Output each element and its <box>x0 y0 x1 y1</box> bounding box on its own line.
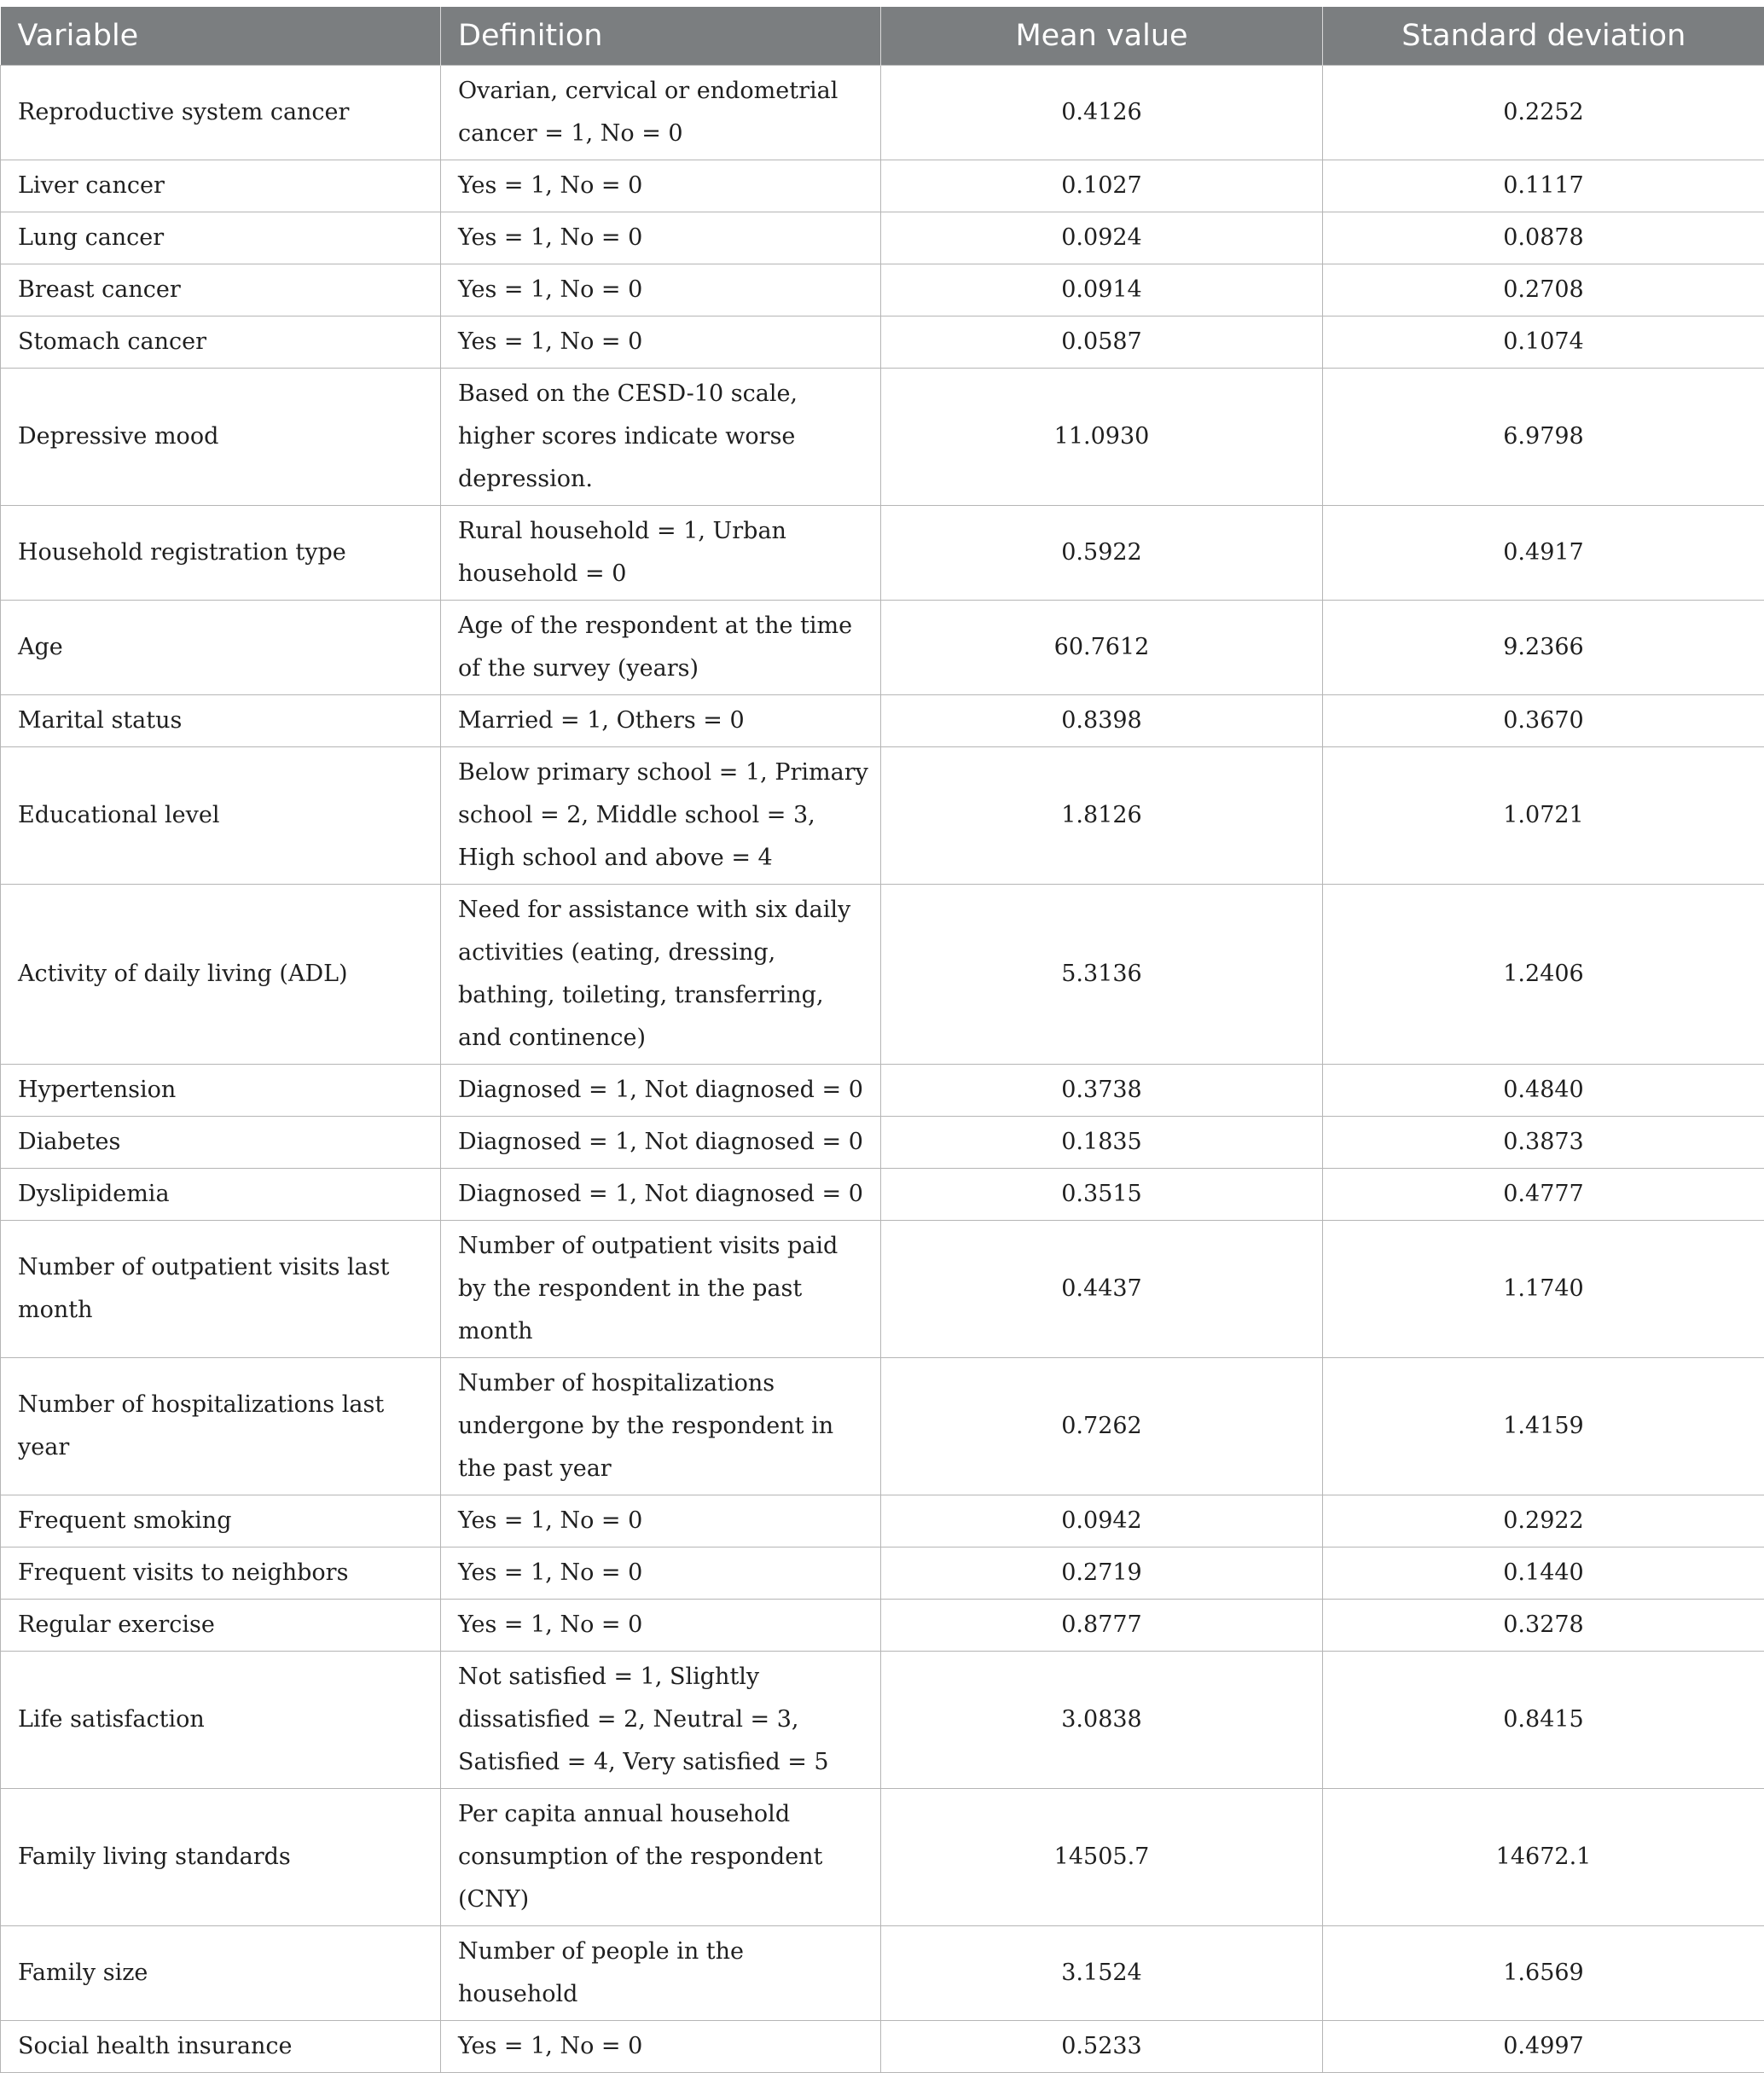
table-row <box>1 1926 1764 2021</box>
cell-standard-deviation: 6.9798 <box>1323 369 1764 506</box>
cell-mean-value: 14505.7 <box>881 1789 1323 1926</box>
cell-mean-value: 0.2719 <box>881 1547 1323 1600</box>
table-row <box>1 885 1764 1065</box>
table-row <box>1 506 1764 601</box>
cell-definition: Number of people in the household <box>441 1926 881 2021</box>
cell-mean-value: 0.1835 <box>881 1117 1323 1169</box>
cell-variable: Diabetes <box>1 1117 441 1169</box>
table-row <box>1 601 1764 695</box>
cell-standard-deviation: 0.4840 <box>1323 1065 1764 1117</box>
cell-definition: Below primary school = 1, Primary school = 2, Middle school = 3, High school and above = 4 <box>441 747 881 885</box>
cell-variable: Household registration type <box>1 506 441 601</box>
cell-mean-value: 0.7262 <box>881 1358 1323 1495</box>
table-row <box>1 1221 1764 1358</box>
cell-variable: Marital status <box>1 695 441 747</box>
cell-standard-deviation: 9.2366 <box>1323 601 1764 695</box>
cell-definition: Based on the CESD-10 scale, higher scores indicate worse depression. <box>441 369 881 506</box>
cell-mean-value: 5.3136 <box>881 885 1323 1065</box>
cell-mean-value: 0.5922 <box>881 506 1323 601</box>
table-row <box>1 1117 1764 1169</box>
cell-standard-deviation: 0.2252 <box>1323 66 1764 160</box>
cell-variable: Social health insurance <box>1 2021 441 2073</box>
cell-standard-deviation: 0.1117 <box>1323 160 1764 212</box>
cell-variable: Frequent smoking <box>1 1495 441 1547</box>
cell-variable: Stomach cancer <box>1 316 441 369</box>
cell-standard-deviation: 0.1440 <box>1323 1547 1764 1600</box>
cell-definition: Yes = 1, No = 0 <box>441 160 881 212</box>
cell-mean-value: 0.3515 <box>881 1169 1323 1221</box>
cell-definition: Yes = 1, No = 0 <box>441 1495 881 1547</box>
cell-variable: Regular exercise <box>1 1600 441 1652</box>
table-row <box>1 747 1764 885</box>
cell-definition: Yes = 1, No = 0 <box>441 212 881 264</box>
table-row <box>1 1065 1764 1117</box>
table-row <box>1 212 1764 264</box>
cell-mean-value: 0.3738 <box>881 1065 1323 1117</box>
cell-variable: Number of outpatient visits last month <box>1 1221 441 1358</box>
cell-variable: Family living standards <box>1 1789 441 1926</box>
cell-variable: Educational level <box>1 747 441 885</box>
cell-standard-deviation: 0.3873 <box>1323 1117 1764 1169</box>
cell-mean-value: 11.0930 <box>881 369 1323 506</box>
table-row <box>1 1547 1764 1600</box>
table-row <box>1 1652 1764 1789</box>
cell-mean-value: 0.5233 <box>881 2021 1323 2073</box>
cell-standard-deviation: 1.6569 <box>1323 1926 1764 2021</box>
cell-mean-value: 0.4437 <box>881 1221 1323 1358</box>
table-row <box>1 695 1764 747</box>
variable-table-container <box>0 7 1764 2073</box>
cell-definition: Per capita annual household consumption of the respondent (CNY) <box>441 1789 881 1926</box>
cell-standard-deviation: 1.4159 <box>1323 1358 1764 1495</box>
cell-mean-value: 0.0924 <box>881 212 1323 264</box>
header-row <box>1 7 1764 66</box>
table-row <box>1 66 1764 160</box>
cell-mean-value: 0.0587 <box>881 316 1323 369</box>
table-row <box>1 1789 1764 1926</box>
cell-definition: Diagnosed = 1, Not diagnosed = 0 <box>441 1065 881 1117</box>
cell-mean-value: 0.8398 <box>881 695 1323 747</box>
cell-variable: Activity of daily living (ADL) <box>1 885 441 1065</box>
cell-mean-value: 3.0838 <box>881 1652 1323 1789</box>
cell-definition: Diagnosed = 1, Not diagnosed = 0 <box>441 1169 881 1221</box>
cell-mean-value: 3.1524 <box>881 1926 1323 2021</box>
header-mean-value: Mean value <box>881 7 1323 66</box>
table-row <box>1 2021 1764 2073</box>
cell-variable: Hypertension <box>1 1065 441 1117</box>
cell-variable: Family size <box>1 1926 441 2021</box>
table-row <box>1 264 1764 316</box>
cell-standard-deviation: 0.1074 <box>1323 316 1764 369</box>
cell-definition: Married = 1, Others = 0 <box>441 695 881 747</box>
cell-mean-value: 60.7612 <box>881 601 1323 695</box>
cell-standard-deviation: 0.2708 <box>1323 264 1764 316</box>
cell-definition: Not satisfied = 1, Slightly dissatisfied = 2, Neutral = 3, Satisfied = 4, Very satisfied = 5 <box>441 1652 881 1789</box>
cell-variable: Depressive mood <box>1 369 441 506</box>
cell-definition: Yes = 1, No = 0 <box>441 1600 881 1652</box>
cell-standard-deviation: 0.0878 <box>1323 212 1764 264</box>
cell-standard-deviation: 0.3278 <box>1323 1600 1764 1652</box>
cell-variable: Breast cancer <box>1 264 441 316</box>
table-row <box>1 369 1764 506</box>
table-body <box>1 66 1764 2073</box>
cell-definition: Yes = 1, No = 0 <box>441 1547 881 1600</box>
cell-variable: Age <box>1 601 441 695</box>
table-row <box>1 1169 1764 1221</box>
table-row <box>1 160 1764 212</box>
table-row <box>1 1495 1764 1547</box>
cell-definition: Yes = 1, No = 0 <box>441 316 881 369</box>
cell-mean-value: 0.0942 <box>881 1495 1323 1547</box>
cell-standard-deviation: 14672.1 <box>1323 1789 1764 1926</box>
cell-variable: Dyslipidemia <box>1 1169 441 1221</box>
cell-definition: Ovarian, cervical or endometrial cancer = 1, No = 0 <box>441 66 881 160</box>
cell-standard-deviation: 1.0721 <box>1323 747 1764 885</box>
cell-variable: Liver cancer <box>1 160 441 212</box>
cell-standard-deviation: 1.2406 <box>1323 885 1764 1065</box>
cell-variable: Lung cancer <box>1 212 441 264</box>
cell-definition: Diagnosed = 1, Not diagnosed = 0 <box>441 1117 881 1169</box>
cell-standard-deviation: 0.4997 <box>1323 2021 1764 2073</box>
cell-definition: Number of outpatient visits paid by the respondent in the past month <box>441 1221 881 1358</box>
cell-standard-deviation: 0.4777 <box>1323 1169 1764 1221</box>
cell-variable: Reproductive system cancer <box>1 66 441 160</box>
cell-standard-deviation: 0.4917 <box>1323 506 1764 601</box>
table-header <box>1 7 1764 66</box>
table-row <box>1 1600 1764 1652</box>
cell-variable: Frequent visits to neighbors <box>1 1547 441 1600</box>
variable-table <box>0 7 1764 2073</box>
cell-standard-deviation: 0.2922 <box>1323 1495 1764 1547</box>
cell-definition: Yes = 1, No = 0 <box>441 264 881 316</box>
cell-definition: Age of the respondent at the time of the survey (years) <box>441 601 881 695</box>
cell-mean-value: 1.8126 <box>881 747 1323 885</box>
cell-mean-value: 0.8777 <box>881 1600 1323 1652</box>
cell-mean-value: 0.1027 <box>881 160 1323 212</box>
header-definition: Definition <box>441 7 881 66</box>
cell-definition: Number of hospitalizations undergone by the respondent in the past year <box>441 1358 881 1495</box>
table-row <box>1 316 1764 369</box>
cell-variable: Life satisfaction <box>1 1652 441 1789</box>
cell-definition: Need for assistance with six daily activities (eating, dressing, bathing, toileting, transferring, and continence) <box>441 885 881 1065</box>
cell-standard-deviation: 1.1740 <box>1323 1221 1764 1358</box>
cell-standard-deviation: 0.8415 <box>1323 1652 1764 1789</box>
cell-definition: Yes = 1, No = 0 <box>441 2021 881 2073</box>
cell-mean-value: 0.0914 <box>881 264 1323 316</box>
table-row <box>1 1358 1764 1495</box>
cell-mean-value: 0.4126 <box>881 66 1323 160</box>
cell-variable: Number of hospitalizations last year <box>1 1358 441 1495</box>
cell-standard-deviation: 0.3670 <box>1323 695 1764 747</box>
header-variable: Variable <box>1 7 441 66</box>
cell-definition: Rural household = 1, Urban household = 0 <box>441 506 881 601</box>
header-standard-deviation: Standard deviation <box>1323 7 1764 66</box>
